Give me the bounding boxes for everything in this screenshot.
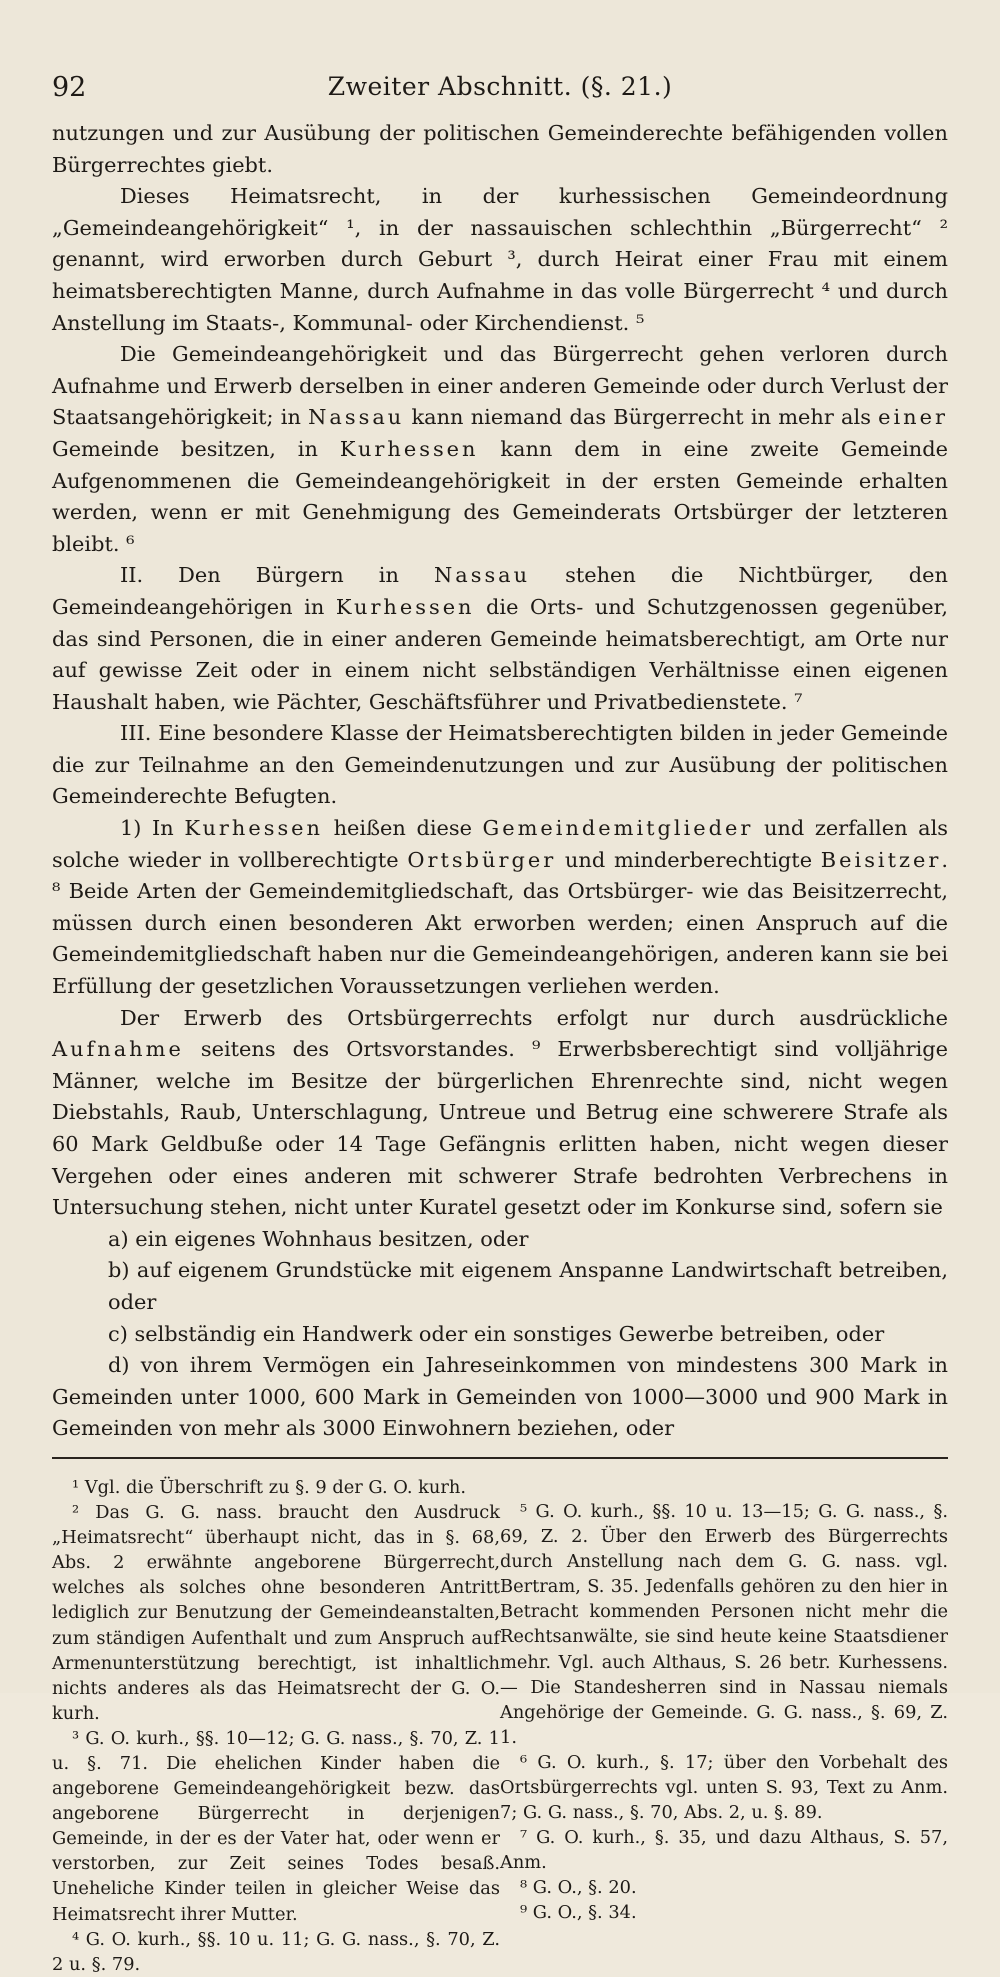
- paragraph-3: [52, 339, 948, 560]
- footnotes-left-column: [52, 1475, 500, 1977]
- page-header: [52, 72, 948, 106]
- list-item-a: a) ein eigenes Wohnhaus besitzen, oder: [108, 1226, 529, 1251]
- paragraph-6: [52, 813, 948, 1003]
- footnote-3: ³ G. O. kurh., §§. 10—12; G. G. nass., §. 70, Z. 1 u. §. 71. Die ehelichen Kinder haben die angeborene Gemeindeangehörigkeit bezw. das angeborene Bürgerrecht in derjenigen Gemeinde, in der es der Vater hat, oder wenn er verstorben, zur Zeit seines Todes besaß. Uneheliche Kinder teilen in gleicher Weise das Heimatsrecht ihrer Mutter.: [52, 1727, 500, 1925]
- footnotes-right-column: [500, 1475, 948, 1977]
- list-item-c: c) selbständig ein Handwerk oder ein sonstiges Gewerbe betreiben, oder: [108, 1321, 885, 1346]
- spaced-term: Gemeindemitglieder: [482, 816, 754, 841]
- spaced-term: Nassau: [433, 563, 531, 588]
- paragraph-2: Dieses Heimatsrecht, in der kurhessischen Gemeindeordnung „Gemeindeangehörigkeit“ ¹, in der nassauischen schlechthin „Bürgerrecht“ ² genannt, wird erworben durch Geburt ³, durch Heirat einer Frau mit einem heimatsberechtigten Manne, durch Aufnahme in das volle Bürgerrecht ⁴ und durch Anstellung im Staats-, Kommunal- oder Kirchendienst. ⁵: [52, 184, 948, 335]
- spaced-term: einer: [878, 405, 948, 430]
- spaced-term: Beisitzer: [820, 847, 942, 872]
- text-run: kann niemand das Bürgerrecht in mehr als: [404, 405, 879, 430]
- text-run: 1) In: [120, 816, 185, 841]
- footnote-7: ⁷ G. O. kurh., §. 35, und dazu Althaus, S. 57, Anm.: [500, 1827, 948, 1874]
- text-run: kann dem in eine zweite Gemeinde Aufgenommenen die Gemeindeangehörigkeit in der ersten Gemeinde erhalten werden, wenn er mit Genehmigung des Gemeinderats Ortsbürger der letzteren bleibt. ⁶: [52, 436, 948, 556]
- spaced-term: Nassau: [308, 405, 405, 430]
- spaced-term: Ortsbürger: [407, 847, 557, 872]
- spaced-term: Kurhessen: [184, 816, 323, 841]
- paragraph-4: [52, 560, 948, 718]
- text-run: und zerfallen als solche wieder in vollberechtigte: [52, 816, 948, 872]
- text-run: Der Erwerb des Ortsbürgerrechts erfolgt nur durch ausdrückliche: [120, 1005, 948, 1030]
- spaced-term: Kurhessen: [335, 594, 475, 619]
- paragraph-1: nutzungen und zur Ausübung der politischen Gemeinderechte befähigenden vollen Bürgerrechtes giebt.: [52, 121, 948, 177]
- text-run: stehen die Nichtbürger, den Gemeindeangehörigen in: [52, 563, 948, 619]
- text-run: heißen diese: [323, 816, 483, 841]
- running-head: Zweiter Abschnitt. (§. 21.): [327, 72, 673, 101]
- footnotes: [52, 1475, 948, 1977]
- footnote-5: ⁵ G. O. kurh., §§. 10 u. 13—15; G. G. nass., §. 69, Z. 2. Über den Erwerb des Bürgerrechts durch Anstellung nach dem G. G. nass. vgl. Bertram, S. 35. Jedenfalls gehören zu den hier in Betracht kommenden Personen nicht mehr die Rechtsanwälte, sie sind heute keine Staatsdiener mehr. Vgl. auch Althaus, S. 26 betr. Kurhessens. — Die Standesherren sind in Nassau niemals Angehörige der Gemeinde. G. G. nass., §. 69, Z. 1.: [500, 1500, 948, 1748]
- text-run: . ⁸ Beide Arten der Gemeindemitgliedschaft, das Ortsbürger- wie das Beisitzerrecht, müssen durch einen besonderen Akt erworben werden; einen Anspruch auf die Gemeindemitgliedschaft haben nur die Gemeindeangehörigen, anderen kann sie bei Erfüllung der gesetzlichen Voraussetzungen verliehen werden.: [52, 847, 948, 999]
- paragraph-5: III. Eine besondere Klasse der Heimatsberechtigten bilden in jeder Gemeinde die zur Teilnahme an den Gemeindenutzungen und zur Ausübung der politischen Gemeinderechte Befugten.: [52, 721, 948, 809]
- paragraph-7: [52, 1003, 948, 1224]
- list-item-b: b) auf eigenem Grundstücke mit eigenem Anspanne Landwirtschaft betreiben, oder: [108, 1258, 948, 1314]
- spaced-term: Aufnahme: [52, 1037, 184, 1062]
- text-run: II. Den Bürgern in: [120, 563, 434, 588]
- footnote-8: ⁸ G. O., §. 20.: [520, 1877, 637, 1899]
- text-run: die Orts- und Schutzgenossen gegenüber, das sind Personen, die in einer anderen Gemeinde heimatsberechtigt, am Orte nur auf gewisse Zeit oder in einem nicht selbständigen Verhältnisse einen eigenen Haushalt haben, wie Pächter, Geschäftsführer und Privatbedienstete. ⁷: [52, 594, 948, 714]
- footnote-9: ⁹ G. O., §. 34.: [520, 1902, 637, 1924]
- text-run: Gemeinde besitzen, in: [52, 436, 340, 461]
- footnote-1: ¹ Vgl. die Überschrift zu §. 9 der G. O. kurh.: [72, 1476, 466, 1498]
- text-run: seitens des Ortsvorstandes. ⁹ Erwerbsberechtigt sind volljährige Männer, welche im Besitze der bürgerlichen Ehrenrechte sind, nicht wegen Diebstahls, Raub, Unterschlagung, Untreue und Betrug eine schwerere Strafe als 60 Mark Geldbuße oder 14 Tage Gefängnis erlitten haben, nicht wegen dieser Vergehen oder eines anderen mit schwerer Strafe bedrohten Verbrechens in Untersuchung stehen, nicht unter Kuratel gesetzt oder im Konkurse sind, sofern sie: [52, 1037, 948, 1220]
- list-item-d: d) von ihrem Vermögen ein Jahreseinkommen von mindestens 300 Mark in Gemeinden unter 1000, 600 Mark in Gemeinden von 1000—3000 und 900 Mark in Gemeinden von mehr als 3000 Einwohnern beziehen, oder: [52, 1353, 948, 1441]
- footnote-divider: [52, 1457, 948, 1459]
- footnote-4: ⁴ G. O. kurh., §§. 10 u. 11; G. G. nass., §. 70, Z. 2 u. §. 79.: [52, 1928, 500, 1975]
- main-text: [52, 118, 948, 1445]
- footnote-2: ² Das G. G. nass. braucht den Ausdruck „Heimatsrecht“ überhaupt nicht, das in §. 68, Abs. 2 erwähnte angeborene Bürgerrecht, welches als solches ohne besonderen Antritt lediglich zur Benutzung der Gemeindeanstalten, zum ständigen Aufenthalt und zum Anspruch auf Armenunterstützung berechtigt, ist inhaltlich nichts anderes als das Heimatsrecht der G. O. kurh.: [52, 1502, 500, 1724]
- text-run: und minderberechtigte: [556, 847, 821, 872]
- text-run: Die Gemeindeangehörigkeit und das Bürgerrecht gehen verloren durch Aufnahme und Erwerb derselben in einer anderen Gemeinde oder durch Verlust der Staatsangehörigkeit; in: [52, 342, 948, 430]
- spaced-term: Kurhessen: [339, 436, 479, 461]
- footnote-6: ⁶ G. O. kurh., §. 17; über den Vorbehalt des Ortsbürgerrechts vgl. unten S. 93, Text zu Anm. 7; G. G. nass., §. 70, Abs. 2, u. §. 89.: [500, 1751, 948, 1824]
- page-number: 92: [52, 72, 87, 103]
